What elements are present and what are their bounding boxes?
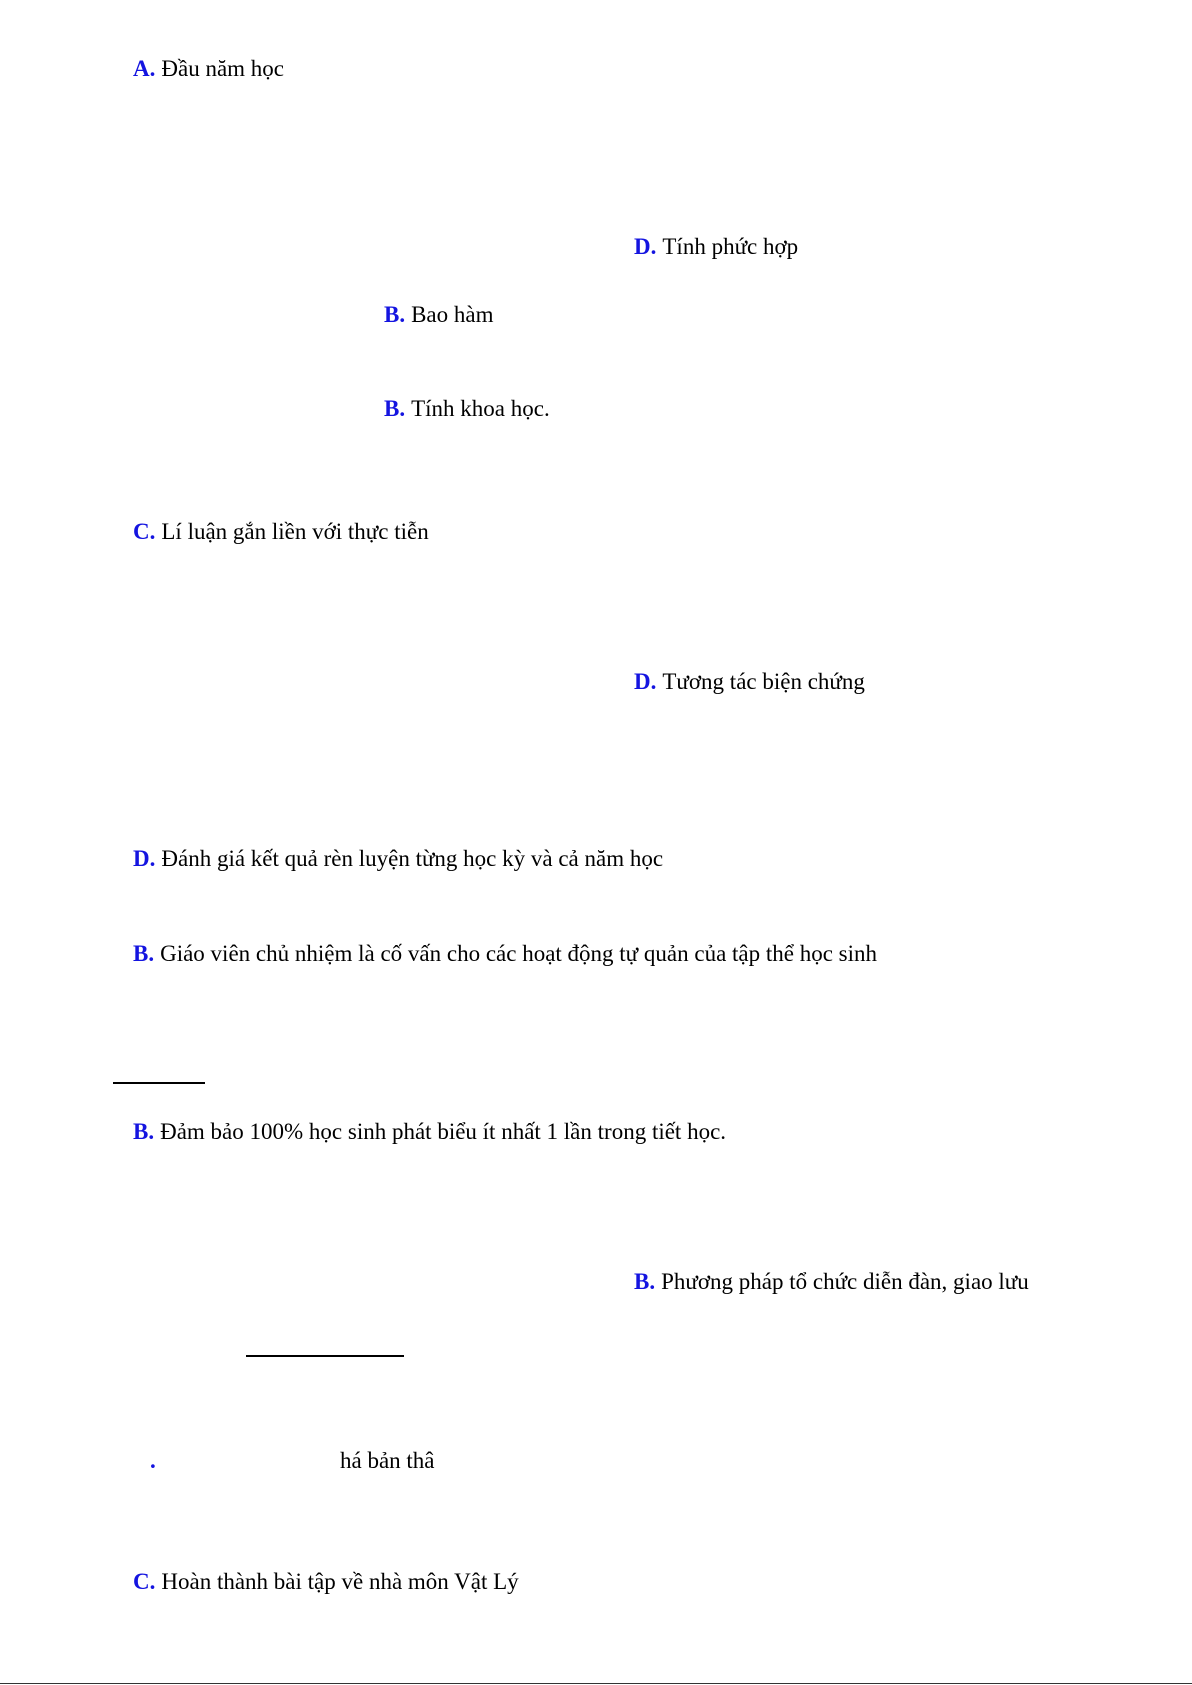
option-d-dialectical [634,668,865,696]
option-label: B. [384,302,406,327]
option-label: D. [634,669,657,694]
option-c-theory-practice [133,518,429,546]
divider-short [113,1082,205,1084]
option-label: A. [133,56,156,81]
option-text: Đánh giá kết quả rèn luyện từng học kỳ và cả năm học [161,846,664,871]
option-text: Tính phức hợp [662,234,799,259]
option-text: Đảm bảo 100% học sinh phát biểu ít nhất 1 lần trong tiết học. [160,1119,727,1144]
option-d-complexity [634,233,798,261]
option-text: Đầu năm học [161,56,285,81]
option-text: Lí luận gắn liền với thực tiễn [161,519,429,544]
option-label: B. [634,1269,656,1294]
page-bottom-border [0,1683,1192,1684]
option-label: B. [384,396,406,421]
option-label: . [150,1448,156,1473]
option-label: C. [133,519,156,544]
option-b-homeroom-advisor [133,940,877,968]
option-text: Hoàn thành bài tập về nhà môn Vật Lý [161,1569,519,1594]
option-text: Giáo viên chủ nhiệm là cố vấn cho các hoạt động tự quản của tập thể học sinh [160,941,878,966]
option-label: D. [133,846,156,871]
option-b-scientific [384,395,550,423]
option-label: B. [133,1119,155,1144]
option-b-inclusion [384,301,494,329]
option-text: Tương tác biện chứng [662,669,865,694]
option-text: há bản thâ [340,1448,435,1473]
option-label: B. [133,941,155,966]
option-d-evaluation [133,845,663,873]
option-partial-text [340,1447,435,1475]
option-text: Tính khoa học. [411,396,550,421]
option-partial-label [150,1447,162,1475]
divider-medium [246,1355,404,1357]
option-b-forum-method [634,1268,1029,1296]
option-b-participation [133,1118,726,1146]
option-label: C. [133,1569,156,1594]
option-label: D. [634,234,657,259]
option-c-physics-homework [133,1568,519,1596]
option-a-start-of-year [133,55,284,83]
option-text: Bao hàm [411,302,494,327]
option-text: Phương pháp tổ chức diễn đàn, giao lưu [661,1269,1029,1294]
